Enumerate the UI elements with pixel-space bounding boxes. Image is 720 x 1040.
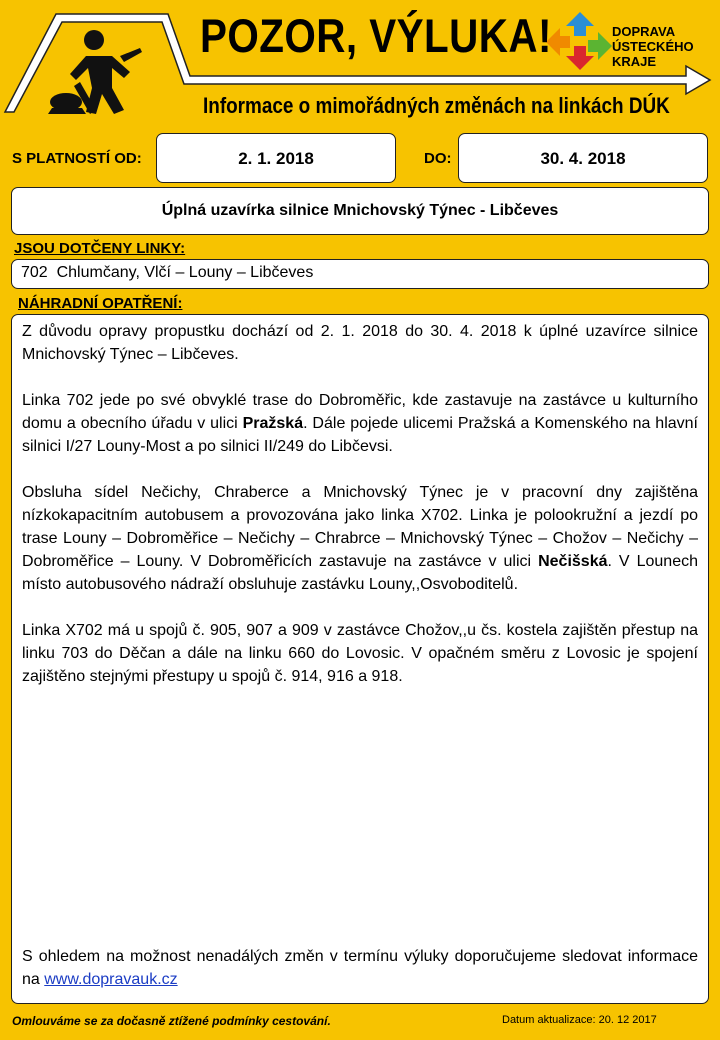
measures-label: NÁHRADNÍ OPATŘENÍ: [18, 295, 183, 312]
street-necisska: Nečišská [538, 553, 608, 570]
measures-paragraph-3: Obsluha sídel Nečichy, Chraberce a Mnichovský Týnec je v pracovní dny zajištěna nízkokapacitním autobusem a provozována jako linka X702. Linka je polookružní a jezdí po trase Louny – Dobroměřice – Nečichy – Chrabrce – Mnichovský Týnec – Chožov – Nečichy – Dobroměřice – Louny. V Dobroměřicích zastavuje na zastávce v ulici Nečišská. V Lounech místo autobusového nádraží obsluhuje zastávku Louny,,Osvoboditelů. [22, 484, 698, 593]
closure-heading: Úplná uzavírka silnice Mnichovský Týnec - Libčeves [11, 187, 709, 235]
measures-paragraph-2: Linka 702 jede po své obvyklé trase do Dobroměřic, kde zastavuje na zastávce u kulturního domu a obecního úřadu v ulici Pražská. Dále pojede ulicemi Pražská a Komenského na hlavní silnici I/27 Louny-Most a po silnici II/249 do Libčevsi. [22, 392, 698, 455]
measures-paragraph-4: Linka X702 má u spojů č. 905, 907 a 909 v zastávce Chožov,,u čs. kostela zajištěn přestup na linku 703 do Děčan a dále na linku 660 do Lovosic. V opačném směru z Lovosic je spojení zajištěno stejnými přestupy u spojů č. 914, 916 a 918. [22, 622, 698, 685]
valid-to-value: 30. 4. 2018 [458, 133, 708, 183]
affected-lines-label: JSOU DOTČENY LINKY: [14, 240, 186, 257]
logo-line-1: DOPRAVA [612, 24, 676, 39]
measures-note: S ohledem na možnost nenadálých změn v termínu výluky doporučujeme sledovat informace na www.dopravauk.cz [22, 948, 698, 988]
footer-apology: Omlouváme se za dočasně ztížené podmínky cestování. [12, 1014, 331, 1028]
dopravauk-link[interactable]: www.dopravauk.cz [44, 971, 178, 988]
affected-lines-box [11, 259, 709, 289]
street-prazska: Pražská [242, 415, 304, 432]
banner-subtitle: Informace o mimořádných změnách na linkách DÚK [203, 93, 670, 118]
valid-from-label: S PLATNOSTÍ OD: [12, 150, 142, 167]
logo-text [612, 24, 694, 69]
logo-line-2: ÚSTECKÉHO [612, 39, 694, 54]
measures-box [11, 314, 709, 1004]
measures-paragraph-1: Z důvodu opravy propustku dochází od 2. 1. 2018 do 30. 4. 2018 k úplné uzavírce silnice Mnichovský Týnec – Libčeves. [22, 323, 698, 363]
banner-title: POZOR, VÝLUKA! [200, 9, 552, 62]
logo-line-3: KRAJE [612, 54, 657, 69]
line-route: Chlumčany, Vlčí – Louny – Libčeves [56, 264, 314, 281]
valid-from-value: 2. 1. 2018 [156, 133, 396, 183]
duk-logo-icon [546, 12, 612, 70]
worker-icon [48, 30, 142, 114]
footer-updated: Datum aktualizace: 20. 12 2017 [502, 1014, 657, 1026]
valid-to-label: DO: [424, 150, 452, 167]
line-number: 702 [21, 264, 48, 281]
